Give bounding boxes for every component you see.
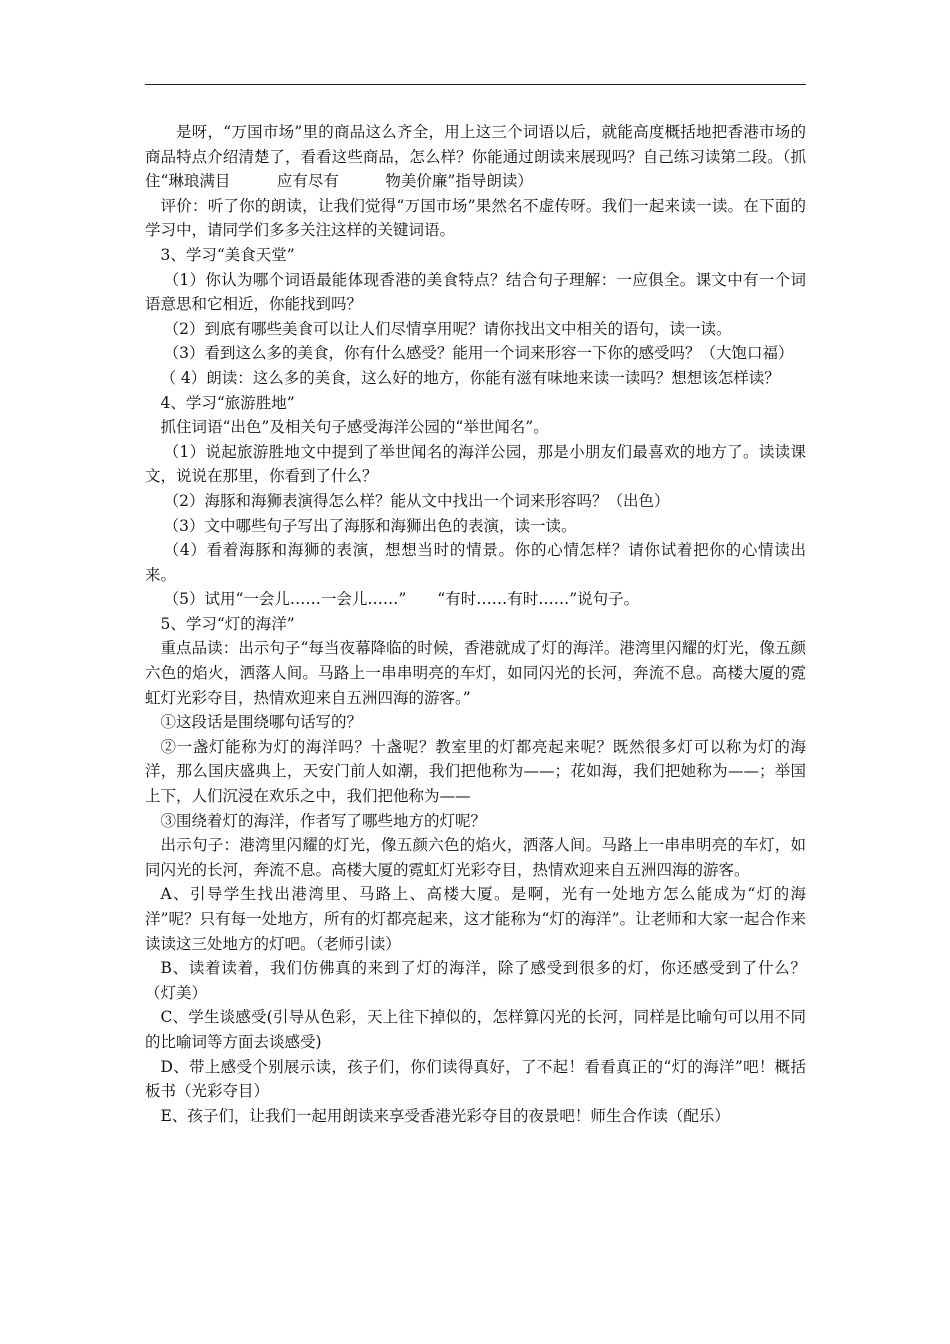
paragraph-wanguo-market: 是呀，“万国市场”里的商品这么齐全，用上这三个词语以后，就能高度概括地把香港市场的商品特点介绍清楚了，看看这些商品，怎么样？你能通过朗读来展现吗？自己练习读第二段。（抓住“琳琅满目 应有尽有 物美价廉”指导朗读） [145, 123, 806, 191]
list-item-tourism-5: （5）试用“一会儿……一会儿……” “有时……有时……”说句子。 [163, 590, 640, 609]
list-item-step-b: B、读着读着，我们仿佛真的来到了灯的海洋，除了感受到很多的灯，你还感受到了什么？（灯美） [145, 959, 806, 1002]
paragraph-evaluation: 评价：听了你的朗读，让我们觉得“万国市场”果然名不虚传呀。我们一起来读一读。在下面的学习中，请同学们多多关注这样的关键词语。 [145, 196, 806, 240]
list-item-lights-1: ①这段话是围绕哪句话写的？ [160, 713, 363, 732]
document-body [145, 120, 806, 1128]
list-item-tourism-4: （4）看着海豚和海狮的表演，想想当时的情景。你的心情怎样？请你试着把你的心情读出来。 [145, 541, 806, 584]
list-item-tourism-2: （2）海豚和海狮表演得怎么样？能从文中找出一个词来形容吗？（出色） [163, 491, 670, 510]
list-item-food-3: （3）看到这么多的美食，你有什么感受？能用一个词来形容一下你的感受吗？（大饱口福） [163, 344, 794, 363]
paragraph-key-reading: 重点品读：出示句子“每当夜幕降临的时候，香港就成了灯的海洋。港湾里闪耀的灯光，像五颜六色的焰火，洒落人间。马路上一串串明亮的车灯，如同闪光的长河，奔流不息。高楼大厦的霓虹灯光彩夺目，热情欢迎来自五洲四海的游客。” [145, 639, 806, 707]
paragraph-show-sentence: 出示句子：港湾里闪耀的灯光，像五颜六色的焰火，洒落人间。马路上一串串明亮的车灯，如同闪光的长河，奔流不息。高楼大厦的霓虹灯光彩夺目，热情欢迎来自五洲四海的游客。 [145, 836, 806, 879]
list-item-step-e: E、孩子们，让我们一起用朗读来享受香港光彩夺目的夜景吧！师生合作读（配乐） [160, 1106, 730, 1125]
list-item-step-a: A、引导学生找出港湾里、马路上、高楼大厦。是啊，光有一处地方怎么能成为“灯的海洋”呢？只有每一处地方，所有的灯都亮起来，这才能称为“灯的海洋”。让老师和大家一起合作来读读这三处地方的灯吧。（老师引读） [145, 885, 806, 953]
list-item-food-1: （1）你认为哪个词语最能体现香港的美食特点？结合句子理解：一应俱全。课文中有一个词语意思和它相近，你能找到吗？ [145, 270, 806, 314]
list-item-food-2: （2）到底有哪些美食可以让人们尽情享用呢？请你找出文中相关的语句，读一读。 [163, 319, 732, 338]
header-rule [145, 84, 806, 85]
paragraph-tourism-intro: 抓住词语“出色”及相关句子感受海洋公园的“举世闻名”。 [160, 418, 549, 437]
section-heading-lights: 5、学习“灯的海洋” [160, 614, 295, 633]
list-item-lights-3: ③围绕着灯的海洋，作者写了哪些地方的灯呢？ [160, 811, 487, 830]
section-heading-food: 3、学习“美食天堂” [160, 245, 295, 264]
list-item-step-d: D、带上感受个别展示读，孩子们，你们读得真好，了不起！看看真正的“灯的海洋”吧！概括板书（光彩夺目） [145, 1057, 806, 1101]
list-item-step-c: C、学生谈感受(引导从色彩，天上往下掉似的，怎样算闪光的长河，同样是比喻句可以用不同的比喻词等方面去谈感受) [145, 1008, 806, 1051]
list-item-tourism-3: （3）文中哪些句子写出了海豚和海狮出色的表演，读一读。 [163, 516, 577, 535]
list-item-lights-2: ②一盏灯能称为灯的海洋吗？十盏呢？教室里的灯都亮起来呢？既然很多灯可以称为灯的海洋，那么国庆盛典上，天安门前人如潮，我们把他称为——；花如海，我们把她称为——；举国上下，人们沉浸在欢乐之中，我们把他称为—— [145, 737, 806, 806]
list-item-tourism-1: （1）说起旅游胜地文中提到了举世闻名的海洋公园，那是小朋友们最喜欢的地方了。读读课文，说说在那里，你看到了什么？ [145, 442, 806, 486]
list-item-food-4: （ 4）朗读：这么多的美食，这么好的地方，你能有滋有味地来读一读吗？想想该怎样读？ [160, 368, 780, 387]
section-heading-tourism: 4、学习“旅游胜地” [160, 393, 295, 412]
